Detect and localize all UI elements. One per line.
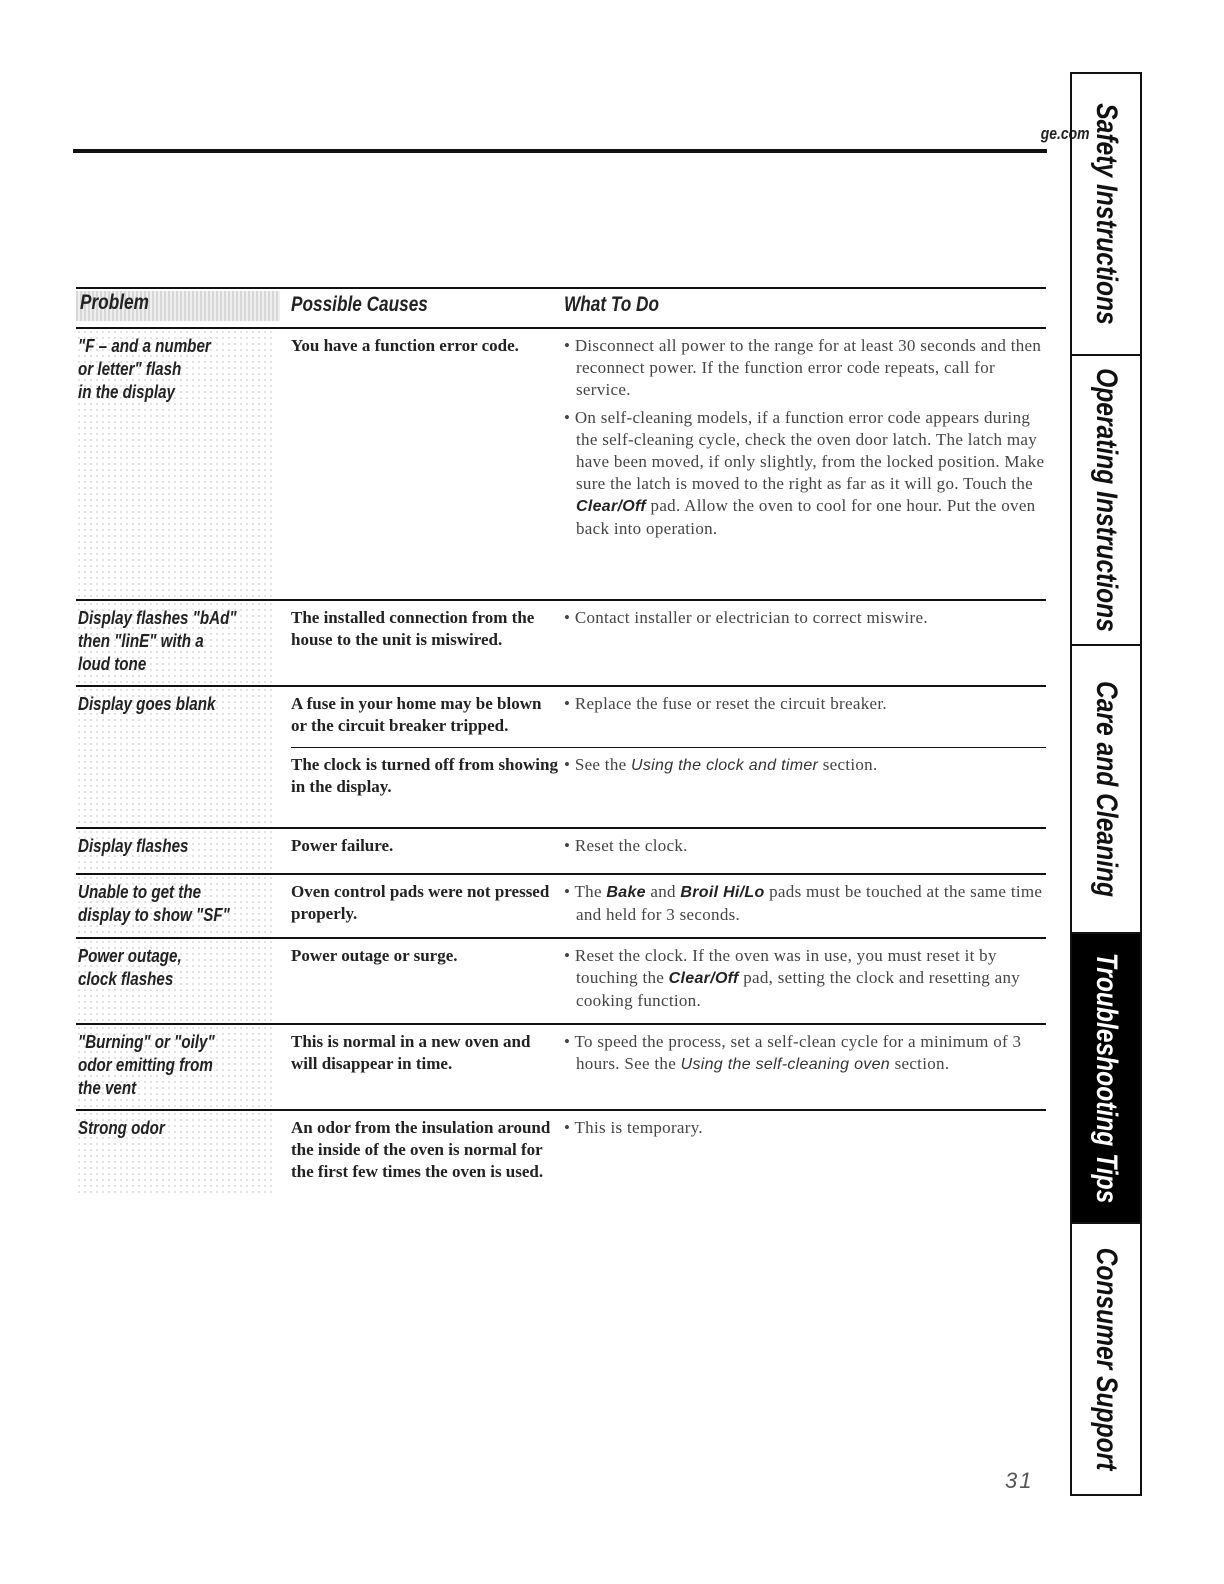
sidebar-tab[interactable] [1072, 356, 1140, 646]
sidebar-tab-text: Troubleshooting Tips [1090, 952, 1123, 1204]
solution-bullet: • Contact installer or electrician to correct miswire. [564, 608, 928, 627]
problem-text: clock flashes [78, 968, 174, 989]
sidebar-tab-label [1089, 934, 1123, 1224]
problem-text-line [78, 607, 276, 630]
table-body [76, 329, 1046, 1193]
sidebar-tab-label [1089, 79, 1123, 349]
problem-text-line [78, 630, 276, 653]
problem-cell [76, 687, 276, 827]
problem-cell [76, 1111, 276, 1193]
sidebar-tab-text: Safety Instructions [1090, 103, 1123, 325]
control-pad-name: Clear/Off [668, 970, 739, 987]
section-sidebar [1070, 72, 1142, 1496]
what-to-do [561, 939, 1046, 1022]
cause-solution-pair [291, 747, 1046, 808]
solution-bullet: • On self-cleaning models, if a function error code appears during the self-cleaning cycle, check the oven door latch. The latch may have been moved, if only slightly, from the locked position. Make sure the latch is moved to the right as far as it will go. Touch the Clear/Off pad. Allow the oven to cool for one hour. Put the oven back into operation. [564, 408, 1045, 538]
cause-solution-pair [291, 329, 1046, 550]
problem-text-line [78, 1054, 276, 1077]
problem-text-line [78, 693, 276, 716]
cause-solution-pair [291, 829, 1046, 867]
solution-bullet: • The Bake and Broil Hi/Lo pads must be touched at the same time and held for 3 seconds. [564, 882, 1043, 924]
solution-bullet: • See the Using the clock and timer section. [564, 755, 878, 774]
control-pad-name: Bake [606, 884, 646, 901]
troubleshooting-table [76, 287, 1046, 1193]
problem-text: Strong odor [78, 1117, 165, 1138]
problem-text-line [78, 881, 276, 904]
what-to-do [561, 687, 1046, 747]
possible-cause: The installed connection from the house to the unit is miswired. [291, 608, 535, 649]
what-to-do [561, 329, 1046, 550]
problem-text: the vent [78, 1077, 137, 1098]
solution-bullet: • Reset the clock. [564, 836, 688, 855]
solution-bullet: • This is temporary. [564, 1118, 703, 1137]
table-row [76, 875, 1046, 939]
problem-text: Unable to get the [78, 881, 202, 902]
problem-text: loud tone [78, 653, 147, 674]
problem-text: "F – and a number [78, 335, 211, 356]
sidebar-tab-label [1089, 657, 1123, 920]
problem-text-line [78, 1077, 276, 1100]
possible-cause: The clock is turned off from showing in the display. [291, 755, 558, 796]
what-to-do [561, 748, 1046, 808]
sidebar-tab-label [1089, 1224, 1123, 1494]
table-row [76, 329, 1046, 601]
problem-text-line [78, 381, 276, 404]
problem-text: Display flashes "bAd" [78, 607, 237, 628]
possible-cause: A fuse in your home may be blown or the circuit breaker tripped. [291, 694, 542, 735]
sidebar-tab[interactable] [1072, 934, 1140, 1224]
table-row [76, 687, 1046, 829]
sidebar-tab-text: Care and Cleaning [1090, 681, 1123, 897]
problem-text: odor emitting from [78, 1054, 213, 1075]
table-row [76, 601, 1046, 687]
page-number: 31 [1005, 1468, 1034, 1493]
problem-cell [76, 829, 276, 873]
sidebar-tab[interactable] [1072, 74, 1140, 356]
solution-bullet: • Disconnect all power to the range for at least 30 seconds and then reconnect power. If the function error code repeats, call for service. [564, 336, 1042, 399]
what-to-do [561, 829, 1046, 867]
solution-bullet: • Replace the fuse or reset the circuit breaker. [564, 694, 887, 713]
solution-bullet: • Reset the clock. If the oven was in use, you must reset it by touching the Clear/Off pad, setting the clock and resetting any cooking function. [564, 946, 1021, 1010]
problem-text-line [78, 653, 276, 676]
sidebar-tab[interactable] [1072, 646, 1140, 934]
possible-cause: Oven control pads were not pressed properly. [291, 882, 550, 923]
what-to-do [561, 1025, 1046, 1086]
table-row [76, 1111, 1046, 1193]
problem-cell [76, 875, 276, 937]
problem-text: or letter" flash [78, 358, 182, 379]
problem-text-line [78, 1031, 276, 1054]
problem-text: then "linE" with a [78, 630, 204, 651]
table-row [76, 939, 1046, 1025]
cause-solution-pair [291, 1111, 1046, 1193]
section-reference: Using the clock and timer [631, 757, 819, 774]
control-pad-name: Clear/Off [576, 498, 646, 515]
what-to-do [561, 601, 1046, 661]
possible-cause: Power failure. [291, 836, 394, 855]
sidebar-tab-text: Operating Instructions [1090, 368, 1123, 632]
possible-cause: Power outage or surge. [291, 946, 458, 965]
what-to-do [561, 1111, 1046, 1193]
cause-solution-pair [291, 939, 1046, 1022]
problem-text: Display goes blank [78, 693, 216, 714]
problem-text: in the display [78, 381, 175, 402]
problem-text-line [78, 1117, 276, 1140]
header-problem: Problem [76, 291, 280, 321]
problem-text: Power outage, [78, 945, 182, 966]
cause-solution-pair [291, 687, 1046, 747]
problem-text: display to show "SF" [78, 904, 230, 925]
possible-cause: This is normal in a new oven and will disappear in time. [291, 1032, 531, 1073]
problem-cell [76, 1025, 276, 1109]
possible-cause: An odor from the insulation around the inside of the oven is normal for the first few times the oven is used. [291, 1118, 551, 1181]
section-reference: Using the self-cleaning oven [680, 1056, 891, 1073]
header-what-to-do: What To Do [564, 293, 660, 316]
solution-bullet: • To speed the process, set a self-clean cycle for a minimum of 3 hours. See the Using the self-cleaning oven section. [564, 1032, 1022, 1073]
table-header [76, 287, 1046, 329]
sidebar-tab-text: Consumer Support [1090, 1247, 1123, 1471]
cause-solution-pair [291, 601, 1046, 661]
site-url: ge.com [1041, 124, 1090, 143]
problem-text-line [78, 968, 276, 991]
problem-text-line [78, 904, 276, 927]
table-row [76, 1025, 1046, 1111]
possible-cause: You have a function error code. [291, 336, 519, 355]
cause-solution-pair [291, 1025, 1046, 1086]
control-pad-name: Broil Hi/Lo [680, 884, 765, 901]
sidebar-tab[interactable] [1072, 1224, 1140, 1494]
problem-text: "Burning" or "oily" [78, 1031, 215, 1052]
problem-text-line [78, 335, 276, 358]
what-to-do [561, 875, 1046, 936]
cause-solution-pair [291, 875, 1046, 936]
sidebar-tab-label [1089, 356, 1123, 646]
header-possible-causes: Possible Causes [291, 293, 428, 316]
problem-text-line [78, 835, 276, 858]
table-row [76, 829, 1046, 875]
problem-text-line [78, 945, 276, 968]
problem-cell [76, 329, 276, 599]
problem-text: Display flashes [78, 835, 189, 856]
problem-cell [76, 939, 276, 1023]
problem-cell [76, 601, 276, 685]
problem-text-line [78, 358, 276, 381]
header-rule [73, 149, 1047, 153]
